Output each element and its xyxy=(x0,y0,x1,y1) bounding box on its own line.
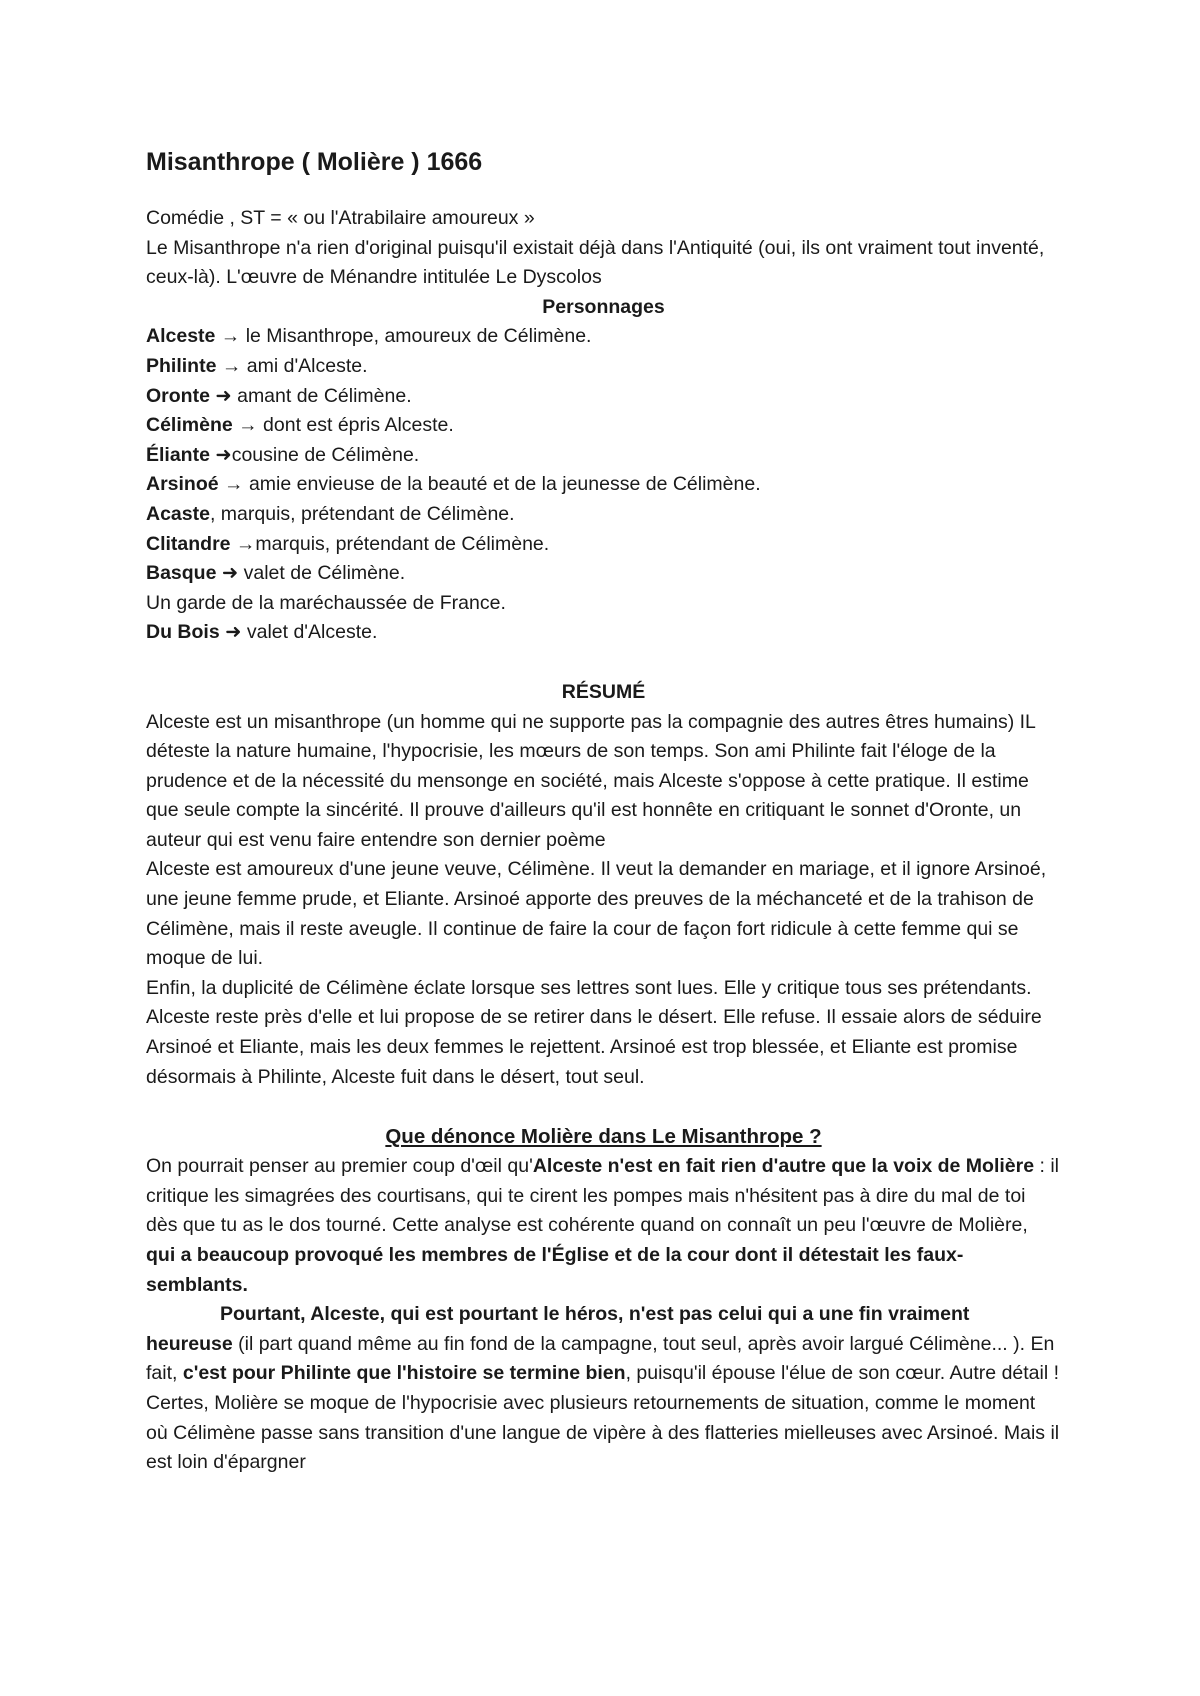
character-name: Clitandre xyxy=(146,532,231,555)
character-item xyxy=(146,411,1061,441)
character-item xyxy=(146,500,1061,530)
analysis-text: : il critique les simagrées des courtisans, qui te cirent les pompes mais n'hésitent pas à dire du mal de toi dès que tu as le dos tourné. Cette analyse est cohérente quand on connaît un peu l'œuvre de Molière, xyxy=(146,1155,1059,1237)
character-description: ➜ valet de Célimène. xyxy=(216,562,406,585)
intro-paragraph: Le Misanthrope n'a rien d'original puisqu'il existait déjà dans l'Antiquité (oui, ils ont vraiment tout inventé, ceux-là). L'œuvre de Ménandre intitulée Le Dyscolos xyxy=(146,236,1045,289)
character-name: Célimène xyxy=(146,414,233,437)
analysis-bold-text: c'est pour Philinte que l'histoire se termine bien xyxy=(182,1362,626,1385)
character-name: Oronte xyxy=(146,384,210,407)
character-name: Alceste xyxy=(146,325,216,348)
character-description: Un garde de la maréchaussée de France. xyxy=(146,591,506,614)
character-description: ➜cousine de Célimène. xyxy=(209,443,420,466)
character-item xyxy=(146,470,1061,500)
character-item xyxy=(146,559,1061,589)
character-description: → amie envieuse de la beauté et de la jeunesse de Célimène. xyxy=(218,473,761,496)
character-item xyxy=(146,589,1061,619)
resume-paragraph-1: Alceste est un misanthrope (un homme qui ne supporte pas la compagnie des autres êtres humains) IL déteste la nature humaine, l'hypocrisie, les mœurs de son temps. Son ami Philinte fait l'éloge de la prudence et de la nécessité du mensonge en société, mais Alceste s'oppose à cette pratique. Il estime que seule compte la sincérité. Il prouve d'ailleurs qu'il est honnête en critiquant le sonnet d'Oronte, un auteur qui est venu faire entendre son dernier poème xyxy=(146,710,1036,851)
character-description: ➜ valet d'Alceste. xyxy=(219,621,378,644)
analysis-bold-text: Pourtant, Alceste, qui est pourtant le héros, n'est pas celui qui a une fin vraiment heureuse xyxy=(146,1303,970,1355)
character-description: , marquis, prétendant de Célimène. xyxy=(209,502,515,525)
intro-line: Comédie , ST = « ou l'Atrabilaire amoureux » xyxy=(146,207,535,229)
document-title: Misanthrope ( Molière ) 1666 xyxy=(146,148,483,176)
character-name: Du Bois xyxy=(146,621,220,644)
character-item xyxy=(146,382,1061,412)
analysis-paragraph-2 xyxy=(146,1300,1061,1478)
analysis-bold-text: qui a beaucoup provoqué les membres de l'Église et de la cour dont il détestait les faux-semblants. xyxy=(146,1244,964,1296)
character-item xyxy=(146,441,1061,471)
analysis-paragraph-1 xyxy=(146,1152,1061,1300)
analysis-text: , puisqu'il épouse l'élue de son cœur. Autre détail ! Certes, Molière se moque de l'hypocrisie avec plusieurs retournements de situation, comme le moment où Célimène passe sans transition d'une langue de vipère à des flatteries mielleuses avec Arsinoé. Mais il est loin d'épargner xyxy=(146,1362,1060,1474)
character-name: Éliante xyxy=(146,443,210,466)
analysis-heading: Que dénonce Molière dans Le Misanthrope ? xyxy=(385,1125,822,1149)
character-name: Acaste xyxy=(146,502,210,525)
character-name: Arsinoé xyxy=(146,473,219,496)
characters-list xyxy=(146,322,1061,648)
character-item xyxy=(146,322,1061,352)
document-page xyxy=(146,146,1061,1478)
resume-paragraph-2: Alceste est amoureux d'une jeune veuve, Célimène. Il veut la demander en mariage, et il ignore Arsinoé, une jeune femme prude, et Eliante. Arsinoé apporte des preuves de la méchanceté et de la trahison de Célimène, mais il reste aveugle. Il continue de faire la cour de façon fort ridicule à cette femme qui se moque de lui. xyxy=(146,858,1047,970)
character-description: → le Misanthrope, amoureux de Célimène. xyxy=(215,325,592,348)
resume-heading: RÉSUMÉ xyxy=(561,680,646,703)
analysis-text: On pourrait penser au premier coup d'œil qu' xyxy=(146,1155,533,1178)
character-description: →marquis, prétendant de Célimène. xyxy=(230,532,550,555)
analysis-text: (il part quand même au fin fond de la campagne, tout seul, après avoir largué Célimène... ). En fait, xyxy=(146,1332,1055,1385)
analysis-bold-text: Alceste n'est en fait rien d'autre que la voix de Molière xyxy=(532,1155,1035,1178)
resume-paragraph-3: Enfin, la duplicité de Célimène éclate lorsque ses lettres sont lues. Elle y critique tous ses prétendants. Alceste reste près d'elle et lui propose de se retirer dans le désert. Elle refuse. Il essaie alors de séduire Arsinoé et Eliante, mais les deux femmes le rejettent. Arsinoé est trop blessée, et Eliante est promise désormais à Philinte, Alceste fuit dans le désert, tout seul. xyxy=(146,976,1042,1088)
character-item xyxy=(146,530,1061,560)
characters-heading: Personnages xyxy=(542,295,665,318)
character-description: ➜ amant de Célimène. xyxy=(209,384,412,407)
character-item xyxy=(146,618,1061,648)
character-description: → ami d'Alceste. xyxy=(216,354,368,377)
character-item xyxy=(146,352,1061,382)
character-description: → dont est épris Alceste. xyxy=(232,414,454,437)
character-name: Basque xyxy=(146,562,217,585)
character-name: Philinte xyxy=(146,354,217,377)
